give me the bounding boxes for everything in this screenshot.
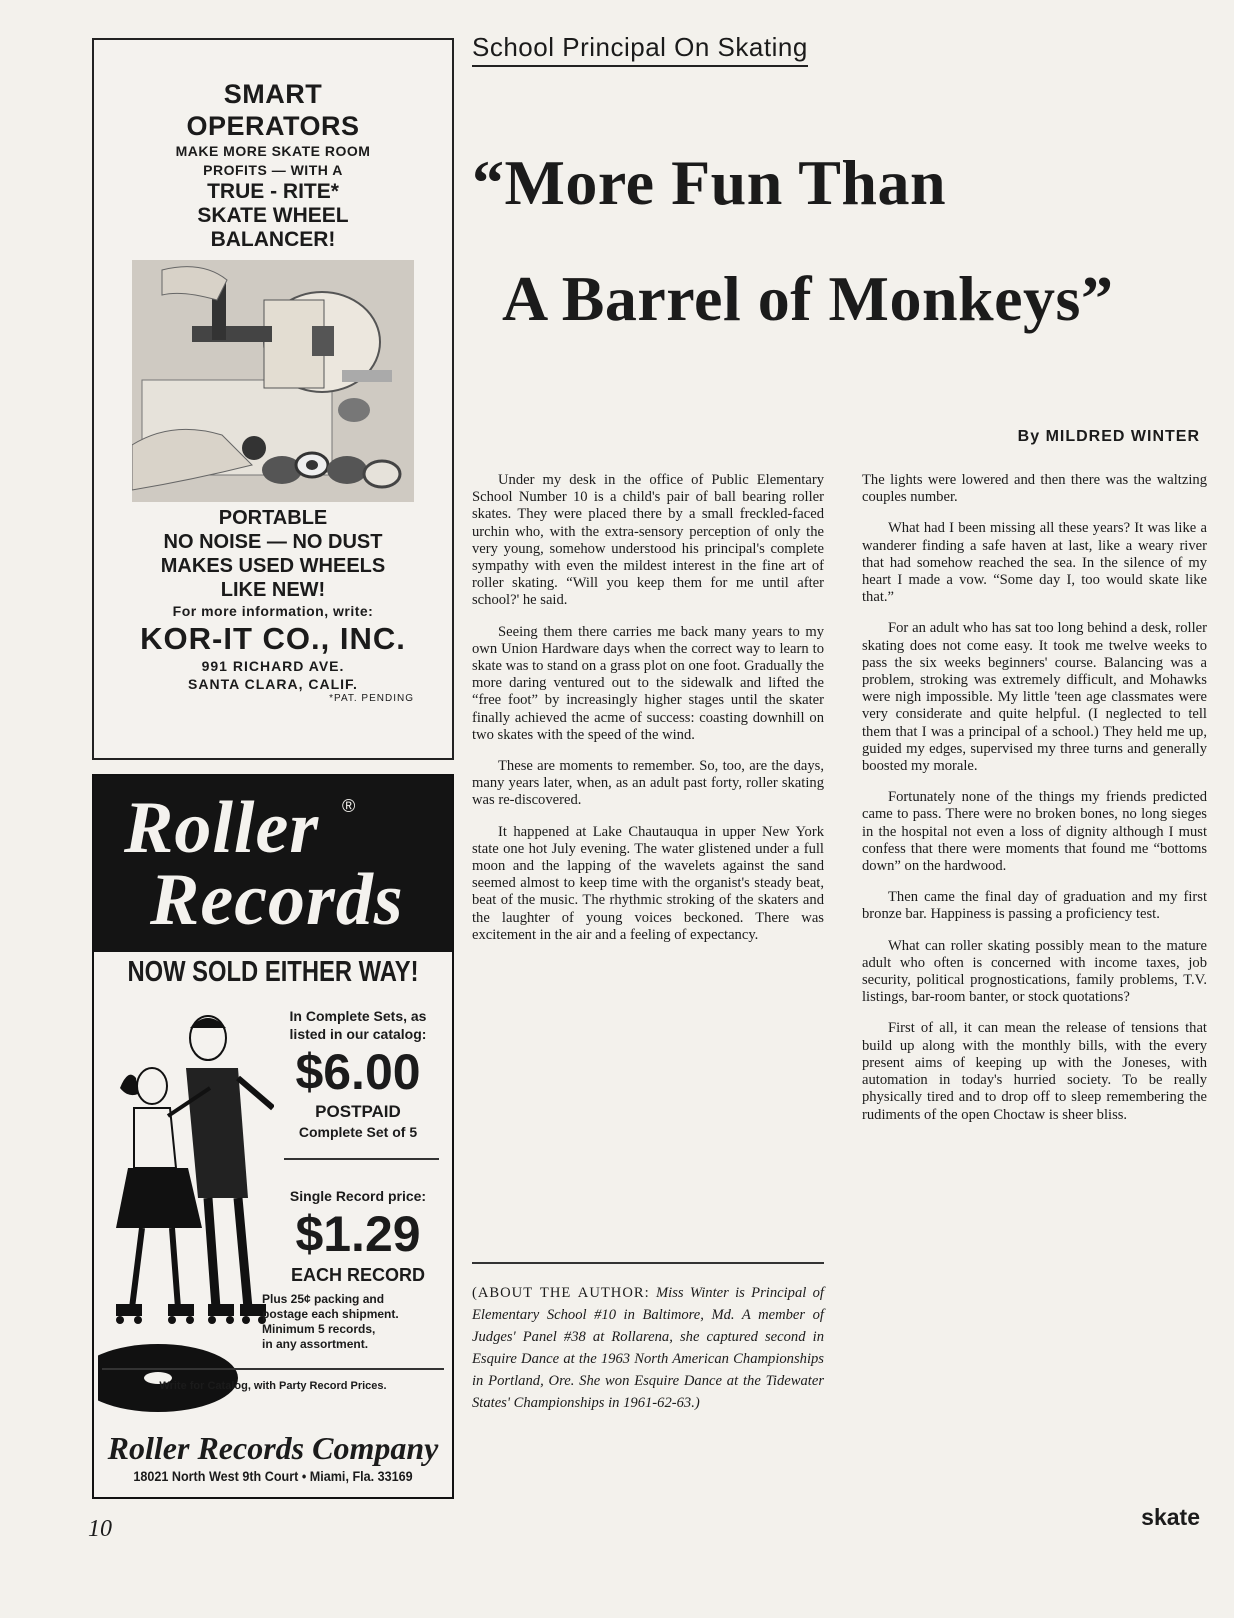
postpaid-label: POSTPAID (315, 1102, 401, 1121)
ad-feature: MAKES USED WHEELS (160, 555, 386, 577)
fine-print-line: Plus 25¢ packing and (262, 1292, 385, 1306)
ad-headline-operators: OPERATORS (186, 111, 360, 141)
paragraph: Seeing them there carries me back many years to my own Union Hardware days when the correct way to learn to skate was to stand on a grass plot on one foot. Gradually the more daring ventured out to the sidewalk and lifted the “free foot” by increasingly higher stages until the skater finally achieved the acme of success: coasting downhill on two skates with the speed of the wind. (472, 623, 824, 743)
article-title-line1: “More Fun Than (472, 147, 947, 218)
ad-company-name: KOR-IT CO., INC. (140, 621, 406, 656)
logo-word-records: Records (150, 859, 404, 941)
ad-info-line: For more information, write: (172, 603, 374, 619)
ad-product-name: BALANCER! (210, 228, 336, 251)
sets-line: listed in our catalog: (289, 1026, 427, 1042)
records-company-address: 18021 North West 9th Court • Miami, Fla. 33169 (133, 1468, 413, 1484)
ad-address: 991 RICHARD AVE. (201, 658, 345, 674)
ad-address: SANTA CLARA, CALIF. (188, 676, 358, 692)
paragraph: First of all, it can mean the release of tensions that build up along with the monthly bills, with the every present aims of keeping up with the Joneses, with automation in today's hurried society. To be really physically tired and to drop off to sleep remembering the rudiments of the open Choctaw is sheer bliss. (862, 1020, 1207, 1123)
ad-divider (102, 1368, 444, 1370)
set-price: $6.00 (295, 1044, 421, 1100)
fine-print (262, 1292, 399, 1352)
records-company-name: Roller Records Company (107, 1430, 439, 1466)
column-divider (472, 1262, 824, 1264)
ad-patent-note: *PAT. PENDING (329, 693, 414, 704)
ad-headline: NOW SOLD EITHER WAY! (127, 956, 419, 988)
paragraph: Then came the final day of graduation and my first bronze bar. Happiness is passing a proficiency test. (862, 889, 1207, 923)
ad-divider (284, 1158, 439, 1160)
ad-roller-records (92, 774, 454, 1499)
roller-records-logo-banner (94, 776, 452, 952)
ad-product-name: SKATE WHEEL (197, 204, 349, 227)
paragraph: What can roller skating possibly mean to the mature adult who often is concerned with income taxes, job security, political prognostications, family problems, T.V. listings, bar-room banter, or stock quotations? (862, 937, 1207, 1006)
catalog-note: Write for Catalog, with Party Record Prices. (159, 1380, 387, 1392)
article-column-2 (862, 472, 1207, 1138)
fine-print-line: in any assortment. (262, 1337, 369, 1351)
each-record-label: EACH RECORD (290, 1265, 425, 1285)
byline: By MILDRED WINTER (1017, 428, 1200, 445)
article-title-line2: A Barrel of Monkeys” (502, 263, 1114, 334)
sets-line: In Complete Sets, as (289, 1008, 427, 1024)
ad-wheel-balancer (92, 38, 454, 760)
paragraph: It happened at Lake Chautauqua in upper New York state one hot July evening. The water glistened under a full moon and the lapping of the wavelets against the sand seemed almost to keep time with the organist's steady beat, beat of the music. The rhythmic stroking of the skaters and the laughter of young voices beckoned. There was excitement in the air and a feeling of expectancy. (472, 823, 824, 943)
fine-print-line: postage each shipment. (262, 1307, 399, 1321)
paragraph: The lights were lowered and then there was the waltzing couples number. (862, 472, 1207, 506)
dancing-couple-illustration (98, 1008, 274, 1418)
about-body: Miss Winter is Principal of Elementary School #10 in Baltimore, Md. A member of Judges' Panel #38 at Rollarena, she captured second in Esquire Dance at the 1963 North American Championships in Portland, Ore. She won Esquire Dance at the Tidewater States' Championships in 1961-62-63.) (472, 1285, 824, 1411)
logo-word-roller: Roller (124, 787, 320, 869)
ad-headline-smart: SMART (223, 79, 323, 109)
about-lead: (ABOUT THE AUTHOR: (472, 1285, 650, 1301)
paragraph: For an adult who has sat too long behind a desk, roller skating does not come easy. It took me twelve weeks to pass the six weeks beginners' course. Balancing was a problem, stroking was extremely difficult, and Mohawks were nigh impossible. My little 'teen age classmates were very considerate and quite helpful. (I neglected to tell them that I was a principal of a school.) They held me up, guided my edges, supervised my three turns and generally boosted my morale. (862, 620, 1207, 775)
ad-subline: MAKE MORE SKATE ROOM (175, 143, 371, 159)
ad-product-name: TRUE - RITE* (207, 180, 339, 203)
magazine-name: skate (1141, 1504, 1200, 1530)
paragraph: What had I been missing all these years? It was like a wanderer finding a safe haven at last, like a weary river that had somehow reached the sea. In the silence of my heart I made a vow. “Some day I, too would skate like that.” (862, 520, 1207, 606)
single-price: $1.29 (295, 1206, 421, 1262)
single-label: Single Record price: (289, 1188, 427, 1204)
ad-subline: PROFITS — WITH A (203, 162, 343, 178)
set-note: Complete Set of 5 (298, 1124, 418, 1140)
ad-feature: NO NOISE — NO DUST (163, 531, 383, 553)
ad-feature: LIKE NEW! (220, 579, 326, 601)
paragraph: Under my desk in the office of Public Elementary School Number 10 is a child's pair of ball bearing roller skates. They were placed there by a small freckled-faced urchin who, with the extra-sensory perception of only the very young, somehow understood his principal's complete sympathy with even the mildest interest in the fine art of roller skating. “Will you keep them for me until after school?' he said. (472, 472, 824, 609)
fine-print-line: Minimum 5 records, (262, 1322, 376, 1336)
page-number: 10 (88, 1516, 112, 1542)
ad-feature: PORTABLE (218, 507, 328, 529)
section-heading: School Principal On Skating (472, 32, 808, 67)
paragraph: Fortunately none of the things my friends predicted came to pass. There were no broken bones, no long sieges in the hospital not even a loss of dignity although I must confess that there were moments that found me “bottoms down” on the hardwood. (862, 789, 1207, 875)
about-the-author (472, 1282, 824, 1414)
article-column-1 (472, 472, 824, 958)
paragraph: These are moments to remember. So, too, are the days, many years later, when, as an adult past forty, roller skating was re-discovered. (472, 758, 824, 809)
registered-mark: ® (342, 796, 356, 816)
balancer-machine-photo (132, 260, 414, 502)
